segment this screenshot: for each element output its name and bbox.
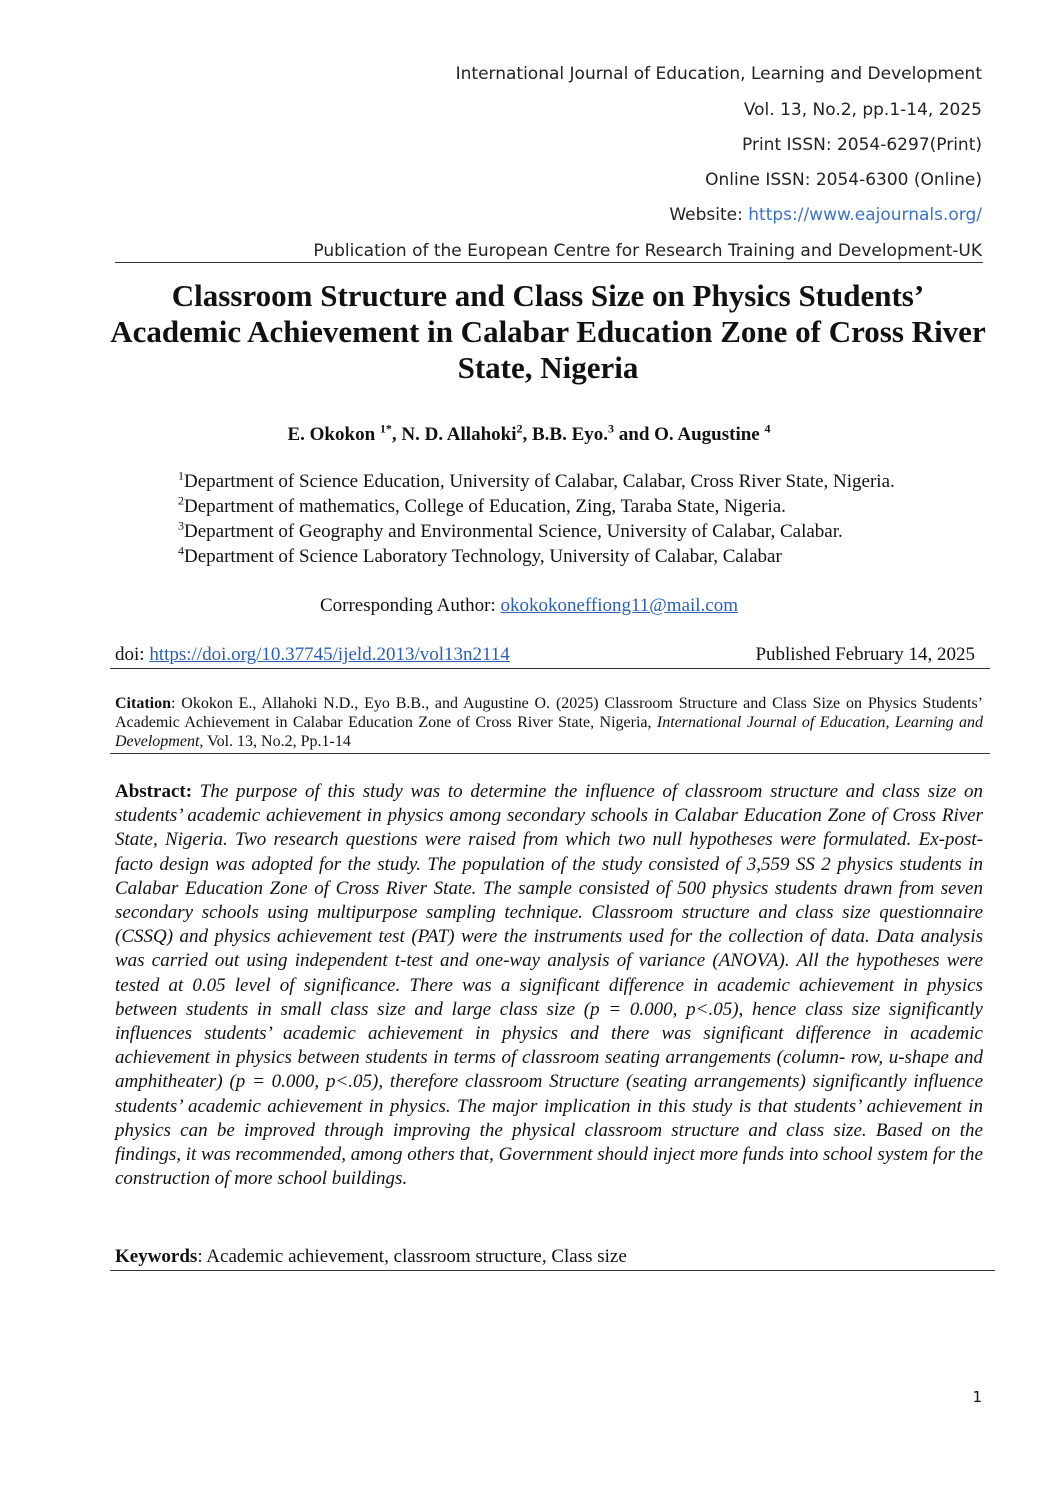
author-1: E. Okokon $^{1*}$, — [287, 421, 402, 445]
website-line — [669, 205, 982, 225]
online-issn: Online ISSN: 2054-6300 (Online) — [705, 170, 982, 190]
website-link[interactable]: https://www.eajournals.org/ — [748, 205, 982, 225]
affiliation-4: $^4$Department of Science Laboratory Technology, University of Calabar, Calabar — [178, 543, 782, 567]
publisher-line: Publication of the European Centre for Research Training and Development-UK — [313, 241, 982, 261]
published-date: Published February 14, 2025 — [755, 644, 975, 665]
corresponding-author: Corresponding Author: okokokoneffiong11@mail.com — [319, 595, 739, 616]
keywords-text: : Academic achievement, classroom structure, Class size — [197, 1246, 627, 1267]
doi-divider — [110, 668, 990, 669]
author-3: B.B. Eyo.$^3$ and — [531, 421, 655, 445]
author-list — [0, 421, 1058, 446]
citation-block: Citation: Okokon E., Allahoki N.D., Eyo B.B., and Augustine O. (2025) Classroom Structure and Class Size on Physics Students’ Academic Achievement in Calabar Education Zone of Cross River State, Nigeria, International Journal of Education, Learning and Development, Vol. 13, No.2, Pp.1-14 — [115, 695, 984, 750]
abstract-text: The purpose of this study was to determine the influence of classroom structure and class size on students’ academic achievement in physics among secondary schools in Calabar Education Zone of Cross River State, Nigeria. Two research questions were raised from which two null hypotheses were formulated. Ex-post-facto design was adopted for the study. The population of the study consisted of 3,559 SS 2 physics students in Calabar Education Zone of Cross River State. The sample consisted of 500 physics students drawn from seven secondary schools using multipurpose sampling technique. Classroom structure and class size questionnaire (CSSQ) and physics achievement test (PAT) were the instruments used for the collection of data. Data analysis was carried out using independent t-test and one-way analysis of variance (ANOVA). All the hypotheses were tested at 0.05 level of significance. There was a significant difference in academic achievement in physics between students in small class size and large class size (p = 0.000, p<.05), hence class size significantly influences students’ academic achievement in physics and there was significant difference in academic achievement in physics between students in terms of classroom seating arrangements (column- row, u-shape and amphitheater) (p = 0.000, p<.05), therefore classroom Structure (seating arrangements) significantly influence students’ academic achievement in physics. The major implication in this study is that students’ achievement in physics can be improved through improving the physical classroom structure and class size. Based on the findings, it was recommended, among others that, Government should inject more funds into school system for the construction of more school buildings. — [115, 781, 983, 1190]
paper-title: Classroom Structure and Class Size on Physics Students’ Academic Achievement in Calabar Education Zone of Cross River State, Nigeria — [110, 278, 986, 385]
keywords-divider — [110, 1270, 995, 1271]
affiliation-2: $^2$Department of mathematics, College of Education, Zing, Taraba State, Nigeria. — [178, 493, 786, 517]
citation-journal: International Journal of Education, Learning and Development — [115, 714, 984, 750]
author-2: N. D. Allahoki$^2$, — [401, 421, 532, 445]
author-4: O. Augustine $^4$ — [654, 421, 771, 445]
website-label: Website: — [669, 205, 749, 225]
affiliation-3: $^3$Department of Geography and Environmental Science, University of Calabar, Calabar. — [178, 518, 843, 542]
header-divider — [115, 262, 983, 263]
abstract-block — [115, 780, 983, 1191]
citation-divider — [110, 753, 990, 754]
keywords-line — [115, 1246, 627, 1268]
journal-name: International Journal of Education, Learning and Development — [455, 64, 982, 84]
citation-label: Citation — [115, 695, 171, 712]
abstract-label: Abstract: — [115, 781, 193, 802]
author-email-link[interactable]: okokokoneffiong11@mail.com — [500, 595, 739, 616]
volume-info: Vol. 13, No.2, pp.1-14, 2025 — [743, 100, 982, 120]
doi-line: doi: https://doi.org/10.37745/ijeld.2013/vol13n2114 — [115, 644, 510, 665]
doi-link[interactable]: https://doi.org/10.37745/ijeld.2013/vol13n2114 — [149, 644, 510, 665]
page-number: 1 — [972, 1388, 982, 1406]
print-issn: Print ISSN: 2054-6297(Print) — [742, 135, 982, 155]
affiliation-1: $^1$Department of Science Education, University of Calabar, Calabar, Cross River State, Nigeria. — [178, 468, 895, 492]
keywords-label: Keywords — [115, 1246, 198, 1267]
